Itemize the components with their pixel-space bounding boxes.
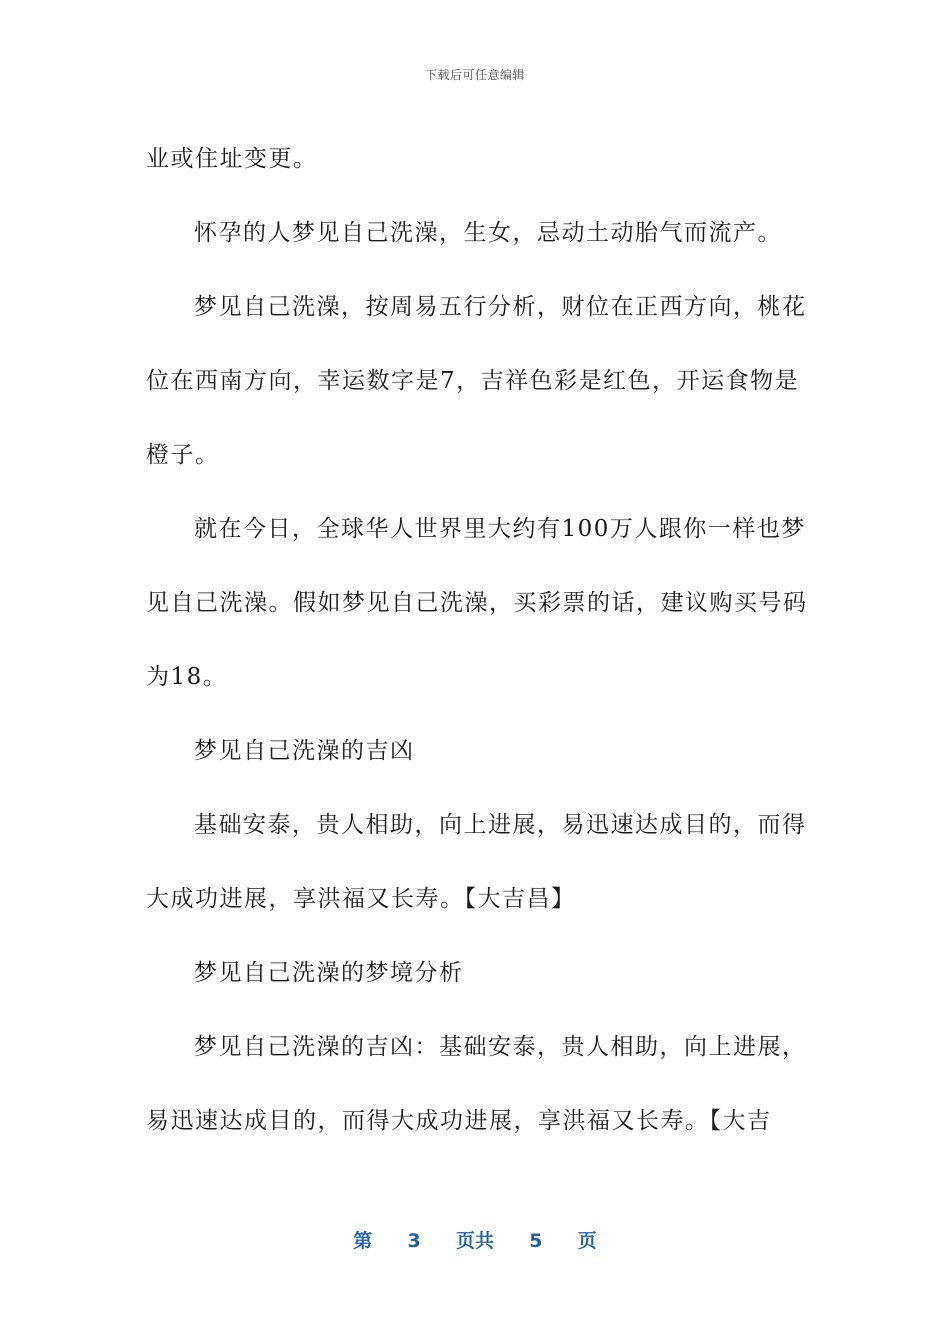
paragraph-line: 怀孕的人梦见自己洗澡，生女，忌动土动胎气而流产。 — [194, 220, 782, 246]
footer-total-pages: 5 — [529, 1230, 543, 1252]
paragraph-line: 梦见自己洗澡的吉凶：基础安泰，贵人相助，向上进展， — [194, 1034, 807, 1060]
paragraph-line: 易迅速达成目的，而得大成功进展，享洪福又长寿。【大吉 — [146, 1108, 772, 1134]
footer-middle: 页共 — [455, 1230, 494, 1252]
paragraph-line: 位在西南方向，幸运数字是7，吉祥色彩是红色，开运食物是 — [146, 368, 800, 394]
paragraph-line: 为18。 — [146, 664, 228, 690]
paragraph-line: 基础安泰，贵人相助，向上进展，易迅速达成目的，而得 — [194, 812, 807, 838]
footer-suffix: 页 — [577, 1230, 597, 1252]
section-heading: 梦见自己洗澡的梦境分析 — [194, 960, 464, 986]
paragraph-line: 橙子。 — [146, 442, 220, 468]
header-note: 下载后可任意编辑 — [424, 68, 525, 82]
paragraph-line: 梦见自己洗澡，按周易五行分析，财位在正西方向，桃花 — [194, 294, 807, 320]
footer-prefix: 第 — [353, 1230, 373, 1252]
page-footer — [0, 1226, 950, 1253]
body-text — [146, 122, 808, 1158]
paragraph-line: 大成功进展，享洪福又长寿。【大吉昌】 — [146, 886, 576, 912]
paragraph-line: 业或住址变更。 — [146, 146, 318, 172]
footer-current-page: 3 — [407, 1230, 421, 1252]
section-heading: 梦见自己洗澡的吉凶 — [194, 738, 415, 764]
paragraph-line: 见自己洗澡。假如梦见自己洗澡，买彩票的话，建议购买号码 — [146, 590, 808, 616]
paragraph-line: 就在今日，全球华人世界里大约有100万人跟你一样也梦 — [194, 516, 806, 542]
